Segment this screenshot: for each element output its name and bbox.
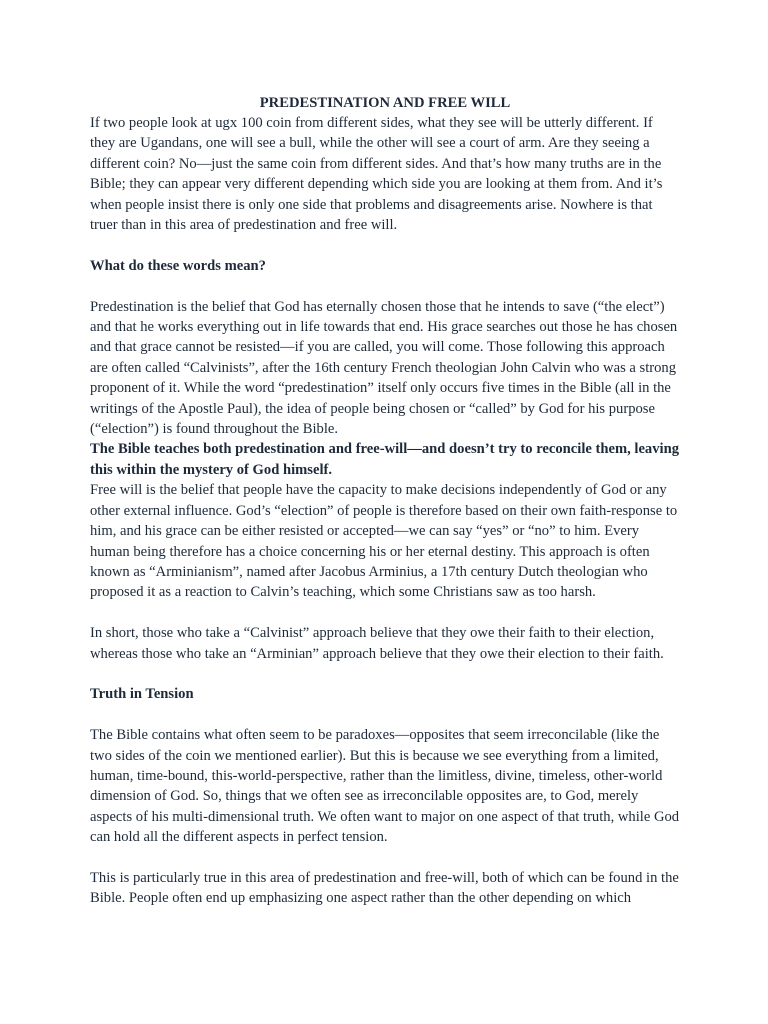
document-title: PREDESTINATION AND FREE WILL <box>259 95 511 111</box>
predestination-paragraph: Predestination is the belief that God has eternally chosen those that he intends to save (“the elect”) and that he works everything out in life towards that end. His grace searches out those he has chosen and that grace cannot be resisted—if you are called, you will come. Those following this approach are often called “Calvinists”, after the 16th century French theologian John Calvin who was a strong proponent of it. While the word “predestination” itself only occurs five times in the Bible (all in the writings of the Apostle Paul), the idea of people being chosen or “called” by God for his purpose (“election”) is found throughout the Bible. <box>90 298 678 438</box>
paragraph-gap <box>90 705 680 725</box>
summary-paragraph: In short, those who take a “Calvinist” approach believe that they owe their faith to their election, whereas those who take an “Arminian” approach believe that they owe their election to their faith. <box>90 625 664 662</box>
paragraph-gap <box>90 235 680 255</box>
paragraph-gap <box>90 603 680 623</box>
free-will-paragraph: Free will is the belief that people have the capacity to make decisions independently of God or any other external influence. God’s “election” of people is therefore based on their own faith-response to him, and his grace can be either resisted or accepted—we can say “yes” or “no” to him. Every human being therefore has a choice concerning his or her eternal destiny. This approach is often known as “Arminianism”, named after Jacobus Arminius, a 17th century Dutch theologian who proposed it as a reaction to Calvin’s teaching, which some Christians saw as too harsh. <box>90 482 678 601</box>
paragraph-gap <box>90 848 680 868</box>
document-page <box>90 93 680 909</box>
particular-paragraph: This is particularly true in this area of predestination and free-will, both of which can be found in the Bible. People often end up emphasizing one aspect rather than the other depending on which <box>90 869 679 907</box>
paragraph-gap <box>90 276 680 296</box>
section-heading-words: What do these words mean? <box>90 257 266 274</box>
section-heading-tension: Truth in Tension <box>90 686 194 703</box>
bold-statement: The Bible teaches both predestination and free-will—and doesn’t try to reconcile them, leaving this within the mystery of God himself. <box>90 441 679 478</box>
intro-paragraph: If two people look at ugx 100 coin from different sides, what they see will be utterly different. If they are Ugandans, one will see a bull, while the other will see a court of arm. Are they seeing a different coin? No—just the same coin from different sides. And that’s how many truths are in the Bible; they can appear very different depending which side you are looking at them from. And it’s when people insist there is only one side that problems and disagreements arise. Nowhere is that truer than in this area of predestination and free will. <box>90 115 663 234</box>
paradox-paragraph: The Bible contains what often seem to be paradoxes—opposites that seem irreconcilable (like the two sides of the coin we mentioned earlier). But this is because we see everything from a limited, human, time-bound, this-world-perspective, rather than the limitless, divine, timeless, other-world dimension of God. So, things that we often see as irreconcilable opposites are, to God, merely aspects of his multi-dimensional truth. We often want to major on one aspect of that truth, while God can hold all the different aspects in perfect tension. <box>90 727 680 846</box>
paragraph-gap <box>90 664 680 684</box>
